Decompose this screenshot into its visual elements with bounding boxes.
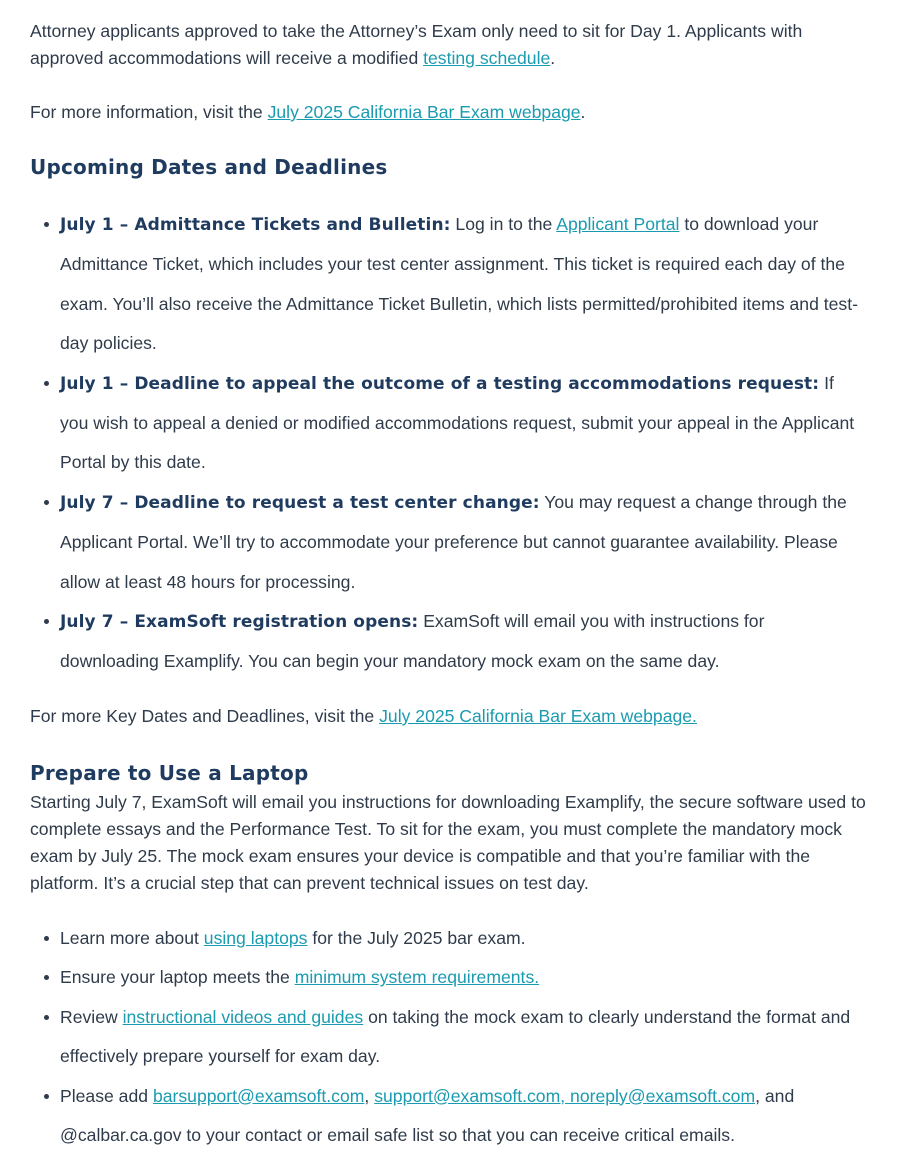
using-laptops-link[interactable]: using laptops [203,928,308,948]
intro-text: Attorney applicants approved to take the Attorney’s Exam only need to sit for Day 1. Applicants with approved accommodations will receive a modified [30,21,803,68]
list-item: July 7 – Deadline to request a test center change: You may request a change through the Applicant Portal. We’ll try to accommodate your preference but cannot guarantee availability. Please allow at least 48 hours for processing. [60,483,860,602]
testing-schedule-link[interactable]: testing schedule [423,48,551,68]
instructional-videos-link[interactable]: instructional videos and guides [122,1006,364,1027]
bar-exam-webpage-link-2[interactable]: July 2025 California Bar Exam webpage. [379,706,697,726]
deadline-lead: July 7 – Deadline to request a test center change: [60,492,540,513]
system-requirements-link[interactable]: minimum system requirements. [294,967,540,988]
list-item: Learn more about using laptops for the July 2025 bar exam. [60,919,860,958]
list-item: July 1 – Deadline to appeal the outcome of a testing accommodations request: If you wish to appeal a denied or modified accommodations request, submit your appeal in the Applicant Portal by this date. [60,364,860,483]
more-deadlines-paragraph: For more Key Dates and Deadlines, visit the July 2025 California Bar Exam webpage. [30,706,697,726]
barsupport-email-link[interactable]: barsupport@examsoft.com [152,1085,365,1106]
list-item: Review instructional videos and guides on taking the mock exam to clearly understand the format and effectively prepare yourself for exam day. [60,998,860,1077]
deadlines-list [60,205,860,682]
intro-paragraph: Attorney applicants approved to take the Attorney’s Exam only need to sit for Day 1. Applicants with approved accommodations will receive a modified testing schedule. [30,21,803,68]
deadlines-heading: Upcoming Dates and Deadlines [30,155,388,179]
applicant-portal-link[interactable]: Applicant Portal [556,214,680,234]
list-item: July 7 – ExamSoft registration opens: ExamSoft will email you with instructions for downloading Examplify. You can begin your mandatory mock exam on the same day. [60,602,860,682]
list-item: Please add barsupport@examsoft.com, support@examsoft.com, noreply@examsoft.com, and @calbar.ca.gov to your contact or email safe list so that you can receive critical emails. [60,1077,860,1156]
laptop-list [60,919,860,1155]
list-item: Ensure your laptop meets the minimum system requirements. [60,958,860,997]
list-item: July 1 – Admittance Tickets and Bulletin: Log in to the Applicant Portal to download your Admittance Ticket, which includes your test center assignment. This ticket is required each day of the exam. You’ll also receive the Admittance Ticket Bulletin, which lists permitted/prohibited items and test-day policies. [60,205,860,364]
deadline-lead: July 7 – ExamSoft registration opens: [60,612,419,633]
laptop-paragraph: Starting July 7, ExamSoft will email you instructions for downloading Examplify, the secure software used to complete essays and the Performance Test. To sit for the exam, you must complete the mandatory mock exam by July 25. The mock exam ensures your device is compatible and that you’re familiar with the platform. It’s a crucial step that can prevent technical issues on test day. [30,792,866,893]
support-email-link[interactable]: support@examsoft.com, noreply@examsoft.com [374,1085,756,1106]
deadline-lead: July 1 – Deadline to appeal the outcome of a testing accommodations request: [60,373,820,394]
laptop-heading: Prepare to Use a Laptop [30,761,309,785]
bar-exam-webpage-link[interactable]: July 2025 California Bar Exam webpage [267,102,581,122]
more-info-paragraph: For more information, visit the July 2025 California Bar Exam webpage. [30,102,586,122]
deadline-lead: July 1 – Admittance Tickets and Bulletin: [60,215,451,235]
